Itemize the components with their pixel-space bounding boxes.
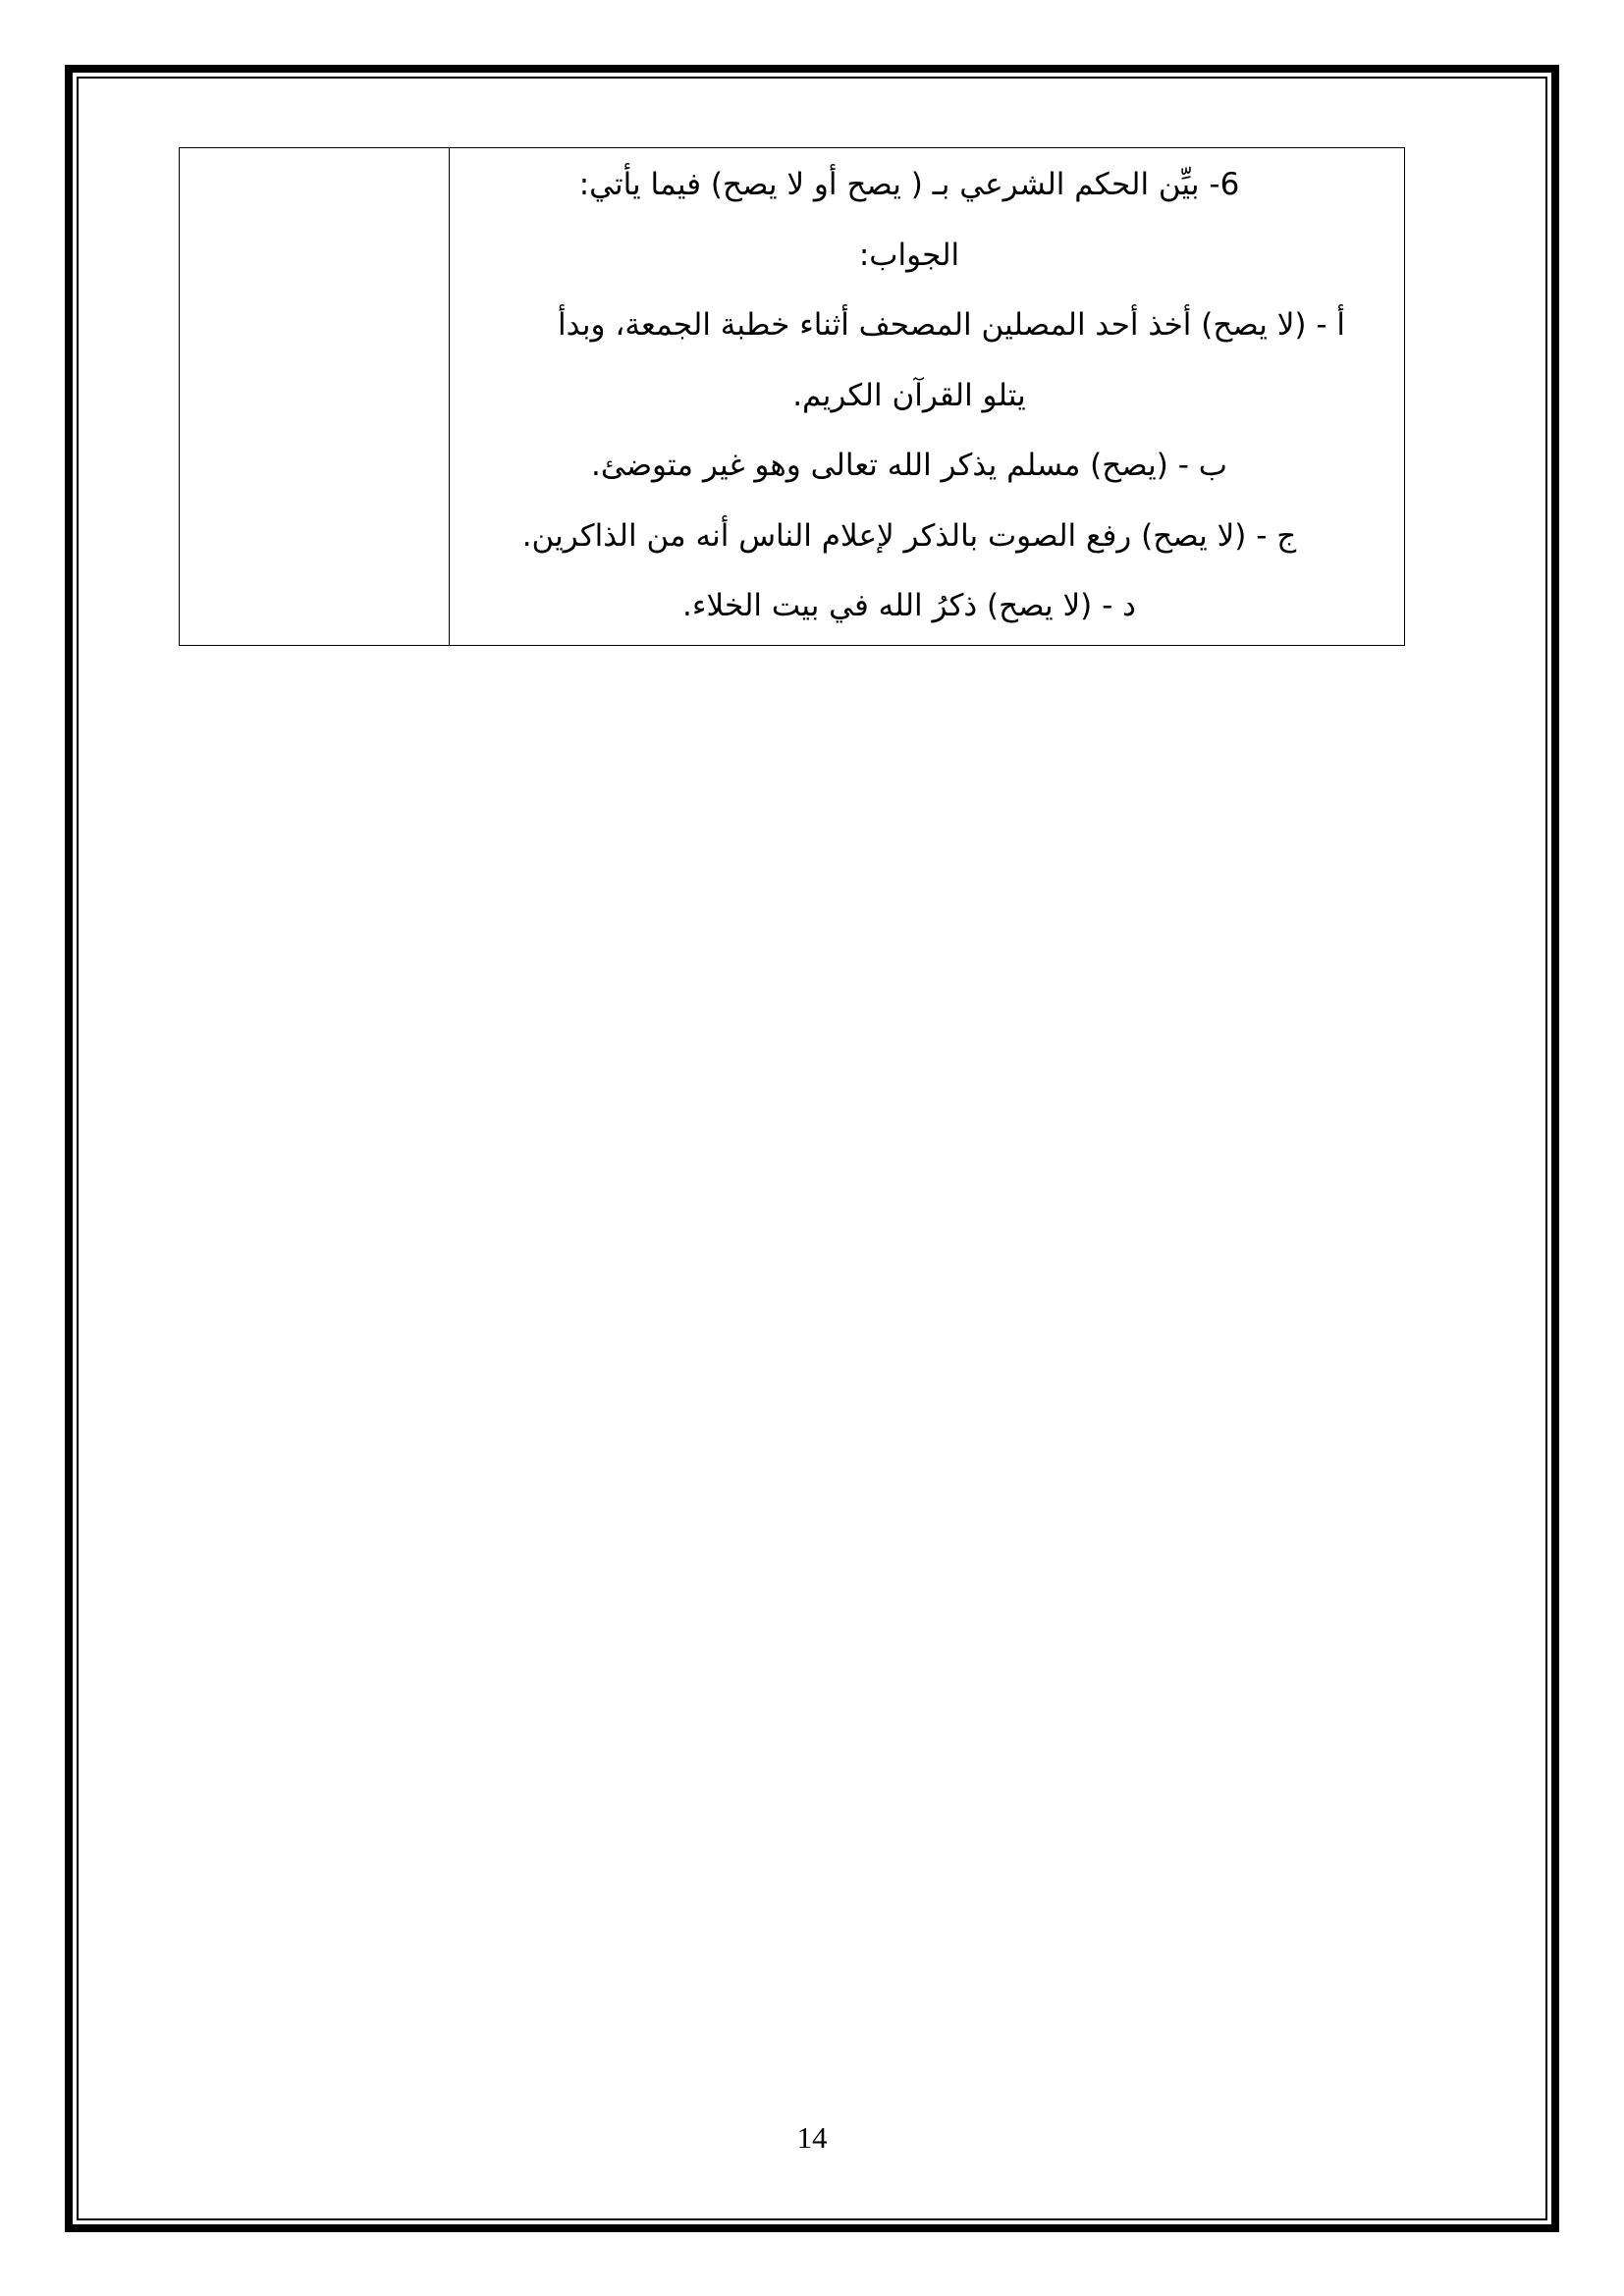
answer-item-a-continued: يتلو القرآن الكريم.	[792, 377, 1026, 413]
question-content	[450, 148, 1404, 642]
table-row	[180, 148, 1405, 646]
answer-item-c: ج - (لا يصح) رفع الصوت بالذكر لإعلام الناس أنه من الذاكرين.	[521, 517, 1297, 554]
empty-cell	[180, 148, 450, 646]
page-number: 14	[796, 2120, 828, 2155]
question-cell	[450, 148, 1405, 646]
answer-item-d: د - (لا يصح) ذكرُ الله في بيت الخلاء.	[682, 588, 1136, 623]
answer-label: الجواب:	[858, 237, 960, 273]
answer-item-a: أ - (لا يصح) أخذ أحد المصلين المصحف أثناء خطبة الجمعة، وبدأ	[558, 307, 1345, 343]
answer-item-b: ب - (يصح) مسلم يذكر الله تعالى وهو غير متوضئ.	[591, 448, 1227, 483]
question-prompt: 6- بيِّن الحكم الشرعي بـ ( يصح أو لا يصح) فيما يأتي:	[578, 167, 1240, 202]
answer-table	[179, 147, 1405, 646]
